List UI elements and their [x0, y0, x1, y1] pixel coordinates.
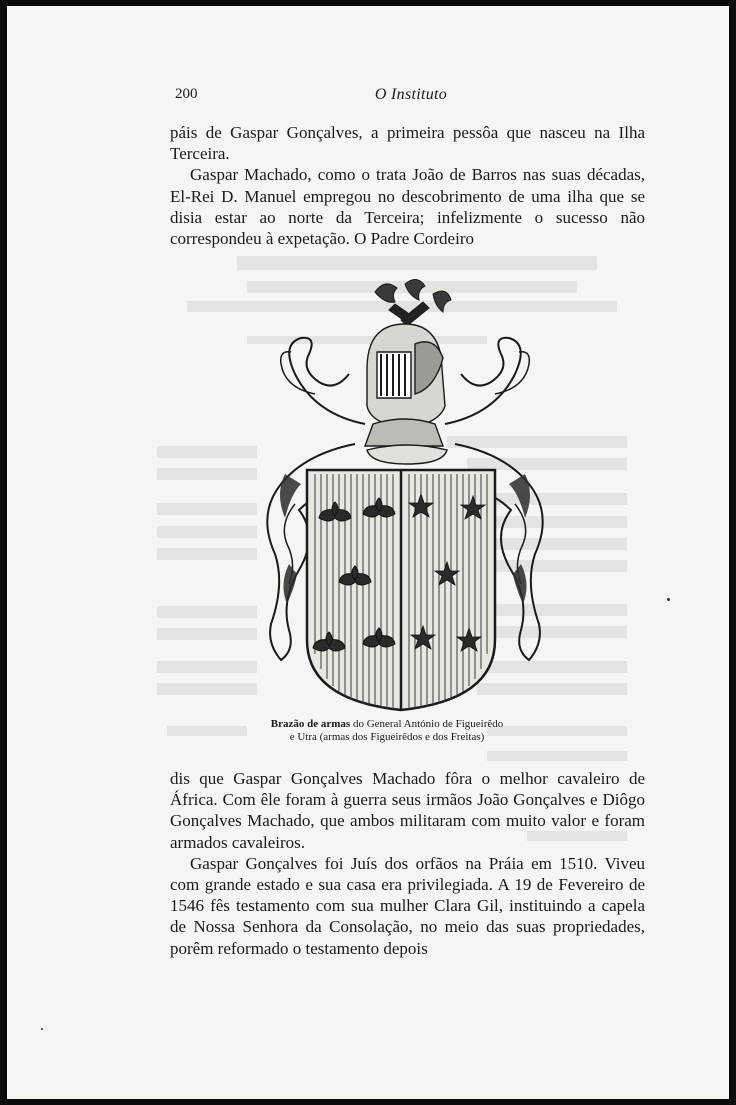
helmet-icon	[365, 324, 447, 464]
crest-icon	[375, 279, 451, 326]
body-text-top	[170, 122, 645, 249]
paragraph: Gaspar Gonçalves foi Juís dos orfãos na Práia em 1510. Viveu com grande estado e sua casa era privilegiada. A 19 de Fevereiro de 1546 fês testamento com sua mulher Clara Gil, instituindo a capela de Nossa Senhora da Consolação, no meio das suas propriedades, porêm reformado o testamento depois	[170, 853, 645, 958]
paragraph: dis que Gaspar Gonçalves Machado fôra o melhor cavaleiro de África. Com êle foram à guerra seus irmãos João Gonçalves e Diôgo Gonçalves Machado, que ambos militaram com muito valor e foram armados cavaleiros.	[170, 769, 645, 852]
coat-of-arms-figure	[255, 274, 555, 724]
page-number: 200	[175, 86, 198, 102]
paragraph: Gaspar Machado, como o trata João de Barros nas suas décadas, El-Rei D. Manuel empregou no descobrimento de uma ilha que se disia estar ao norte da Terceira; infelizmente o sucesso não correspondeu à expetação. O Padre Cordeiro	[170, 165, 645, 249]
caption-rest: do General António de Figueirêdo	[350, 718, 504, 730]
coat-of-arms-illustration	[255, 274, 555, 724]
figure-caption	[207, 718, 567, 744]
journal-title: O Instituto	[374, 86, 448, 103]
ink-speck	[667, 598, 670, 601]
running-head	[175, 86, 647, 106]
scanned-page	[7, 6, 729, 1099]
caption-line-2: e Utra (armas dos Figueirêdos e dos Freitas)	[289, 731, 485, 743]
body-text-bottom	[170, 768, 645, 959]
ink-speck	[41, 1028, 43, 1030]
paragraph: páis de Gaspar Gonçalves, a primeira pessôa que nasceu na Ilha Terceira.	[170, 123, 645, 164]
caption-lead: Brazão de armas	[270, 718, 351, 730]
